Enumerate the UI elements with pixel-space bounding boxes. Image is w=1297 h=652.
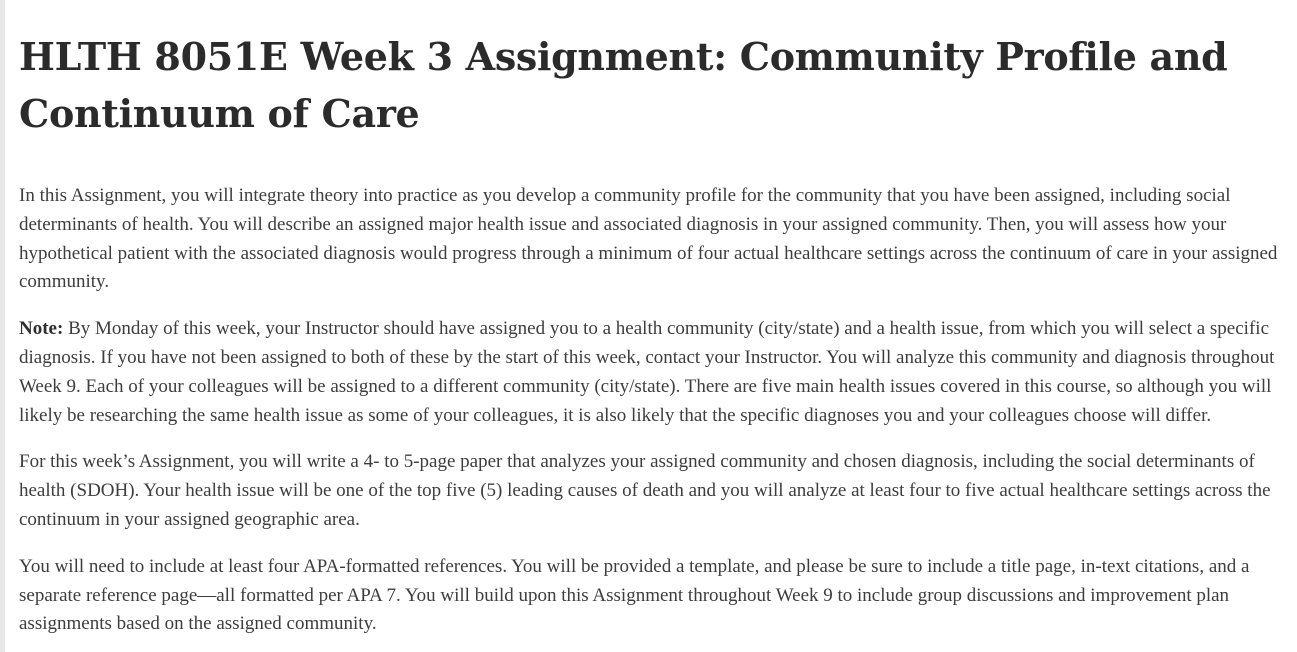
note-paragraph (19, 315, 1287, 430)
paper-paragraph: For this week’s Assignment, you will write a 4- to 5-page paper that analyzes your assigned community and chosen diagnosis, including the social determinants of health (SDOH). Your health issue will be one of the top five (5) leading causes of death and you will analyze at least four to five actual healthcare settings across the continuum in your assigned geographic area. (19, 451, 1271, 530)
intro-paragraph: In this Assignment, you will integrate theory into practice as you develop a community profile for the community that you have been assigned, including social determinants of health. You will describe an assigned major health issue and associated diagnosis in your assigned community. Then, you will assess how your hypothetical patient with the associated diagnosis would progress through a minimum of four actual healthcare settings across the continuum of care in your assigned community. (19, 185, 1278, 293)
references-paragraph: You will need to include at least four APA-formatted references. You will be provided a template, and please be sure to include a title page, in-text citations, and a separate reference page—all formatted per APA 7. You will build upon this Assignment throughout Week 9 to include group discussions and improvement plan assignments based on the assigned community. (19, 555, 1250, 635)
page-title: HLTH 8051E Week 3 Assignment: Community Profile and Continuum of Care (19, 34, 1228, 136)
note-label: Note: (19, 318, 64, 340)
note-text: By Monday of this week, your Instructor should have assigned you to a health community (city/state) and a health issue, from which you will select a specific diagnosis. If you have not been assigned to both of these by the start of this week, contact your Instructor. You will analyze this community and diagnosis throughout Week 9. Each of your colleagues will be assigned to a different community (city/state). There are five main health issues covered in this course, so although you will likely be researching the same health issue as some of your colleagues, it is also likely that the specific diagnoses you and your colleagues choose will differ. (19, 318, 1275, 426)
